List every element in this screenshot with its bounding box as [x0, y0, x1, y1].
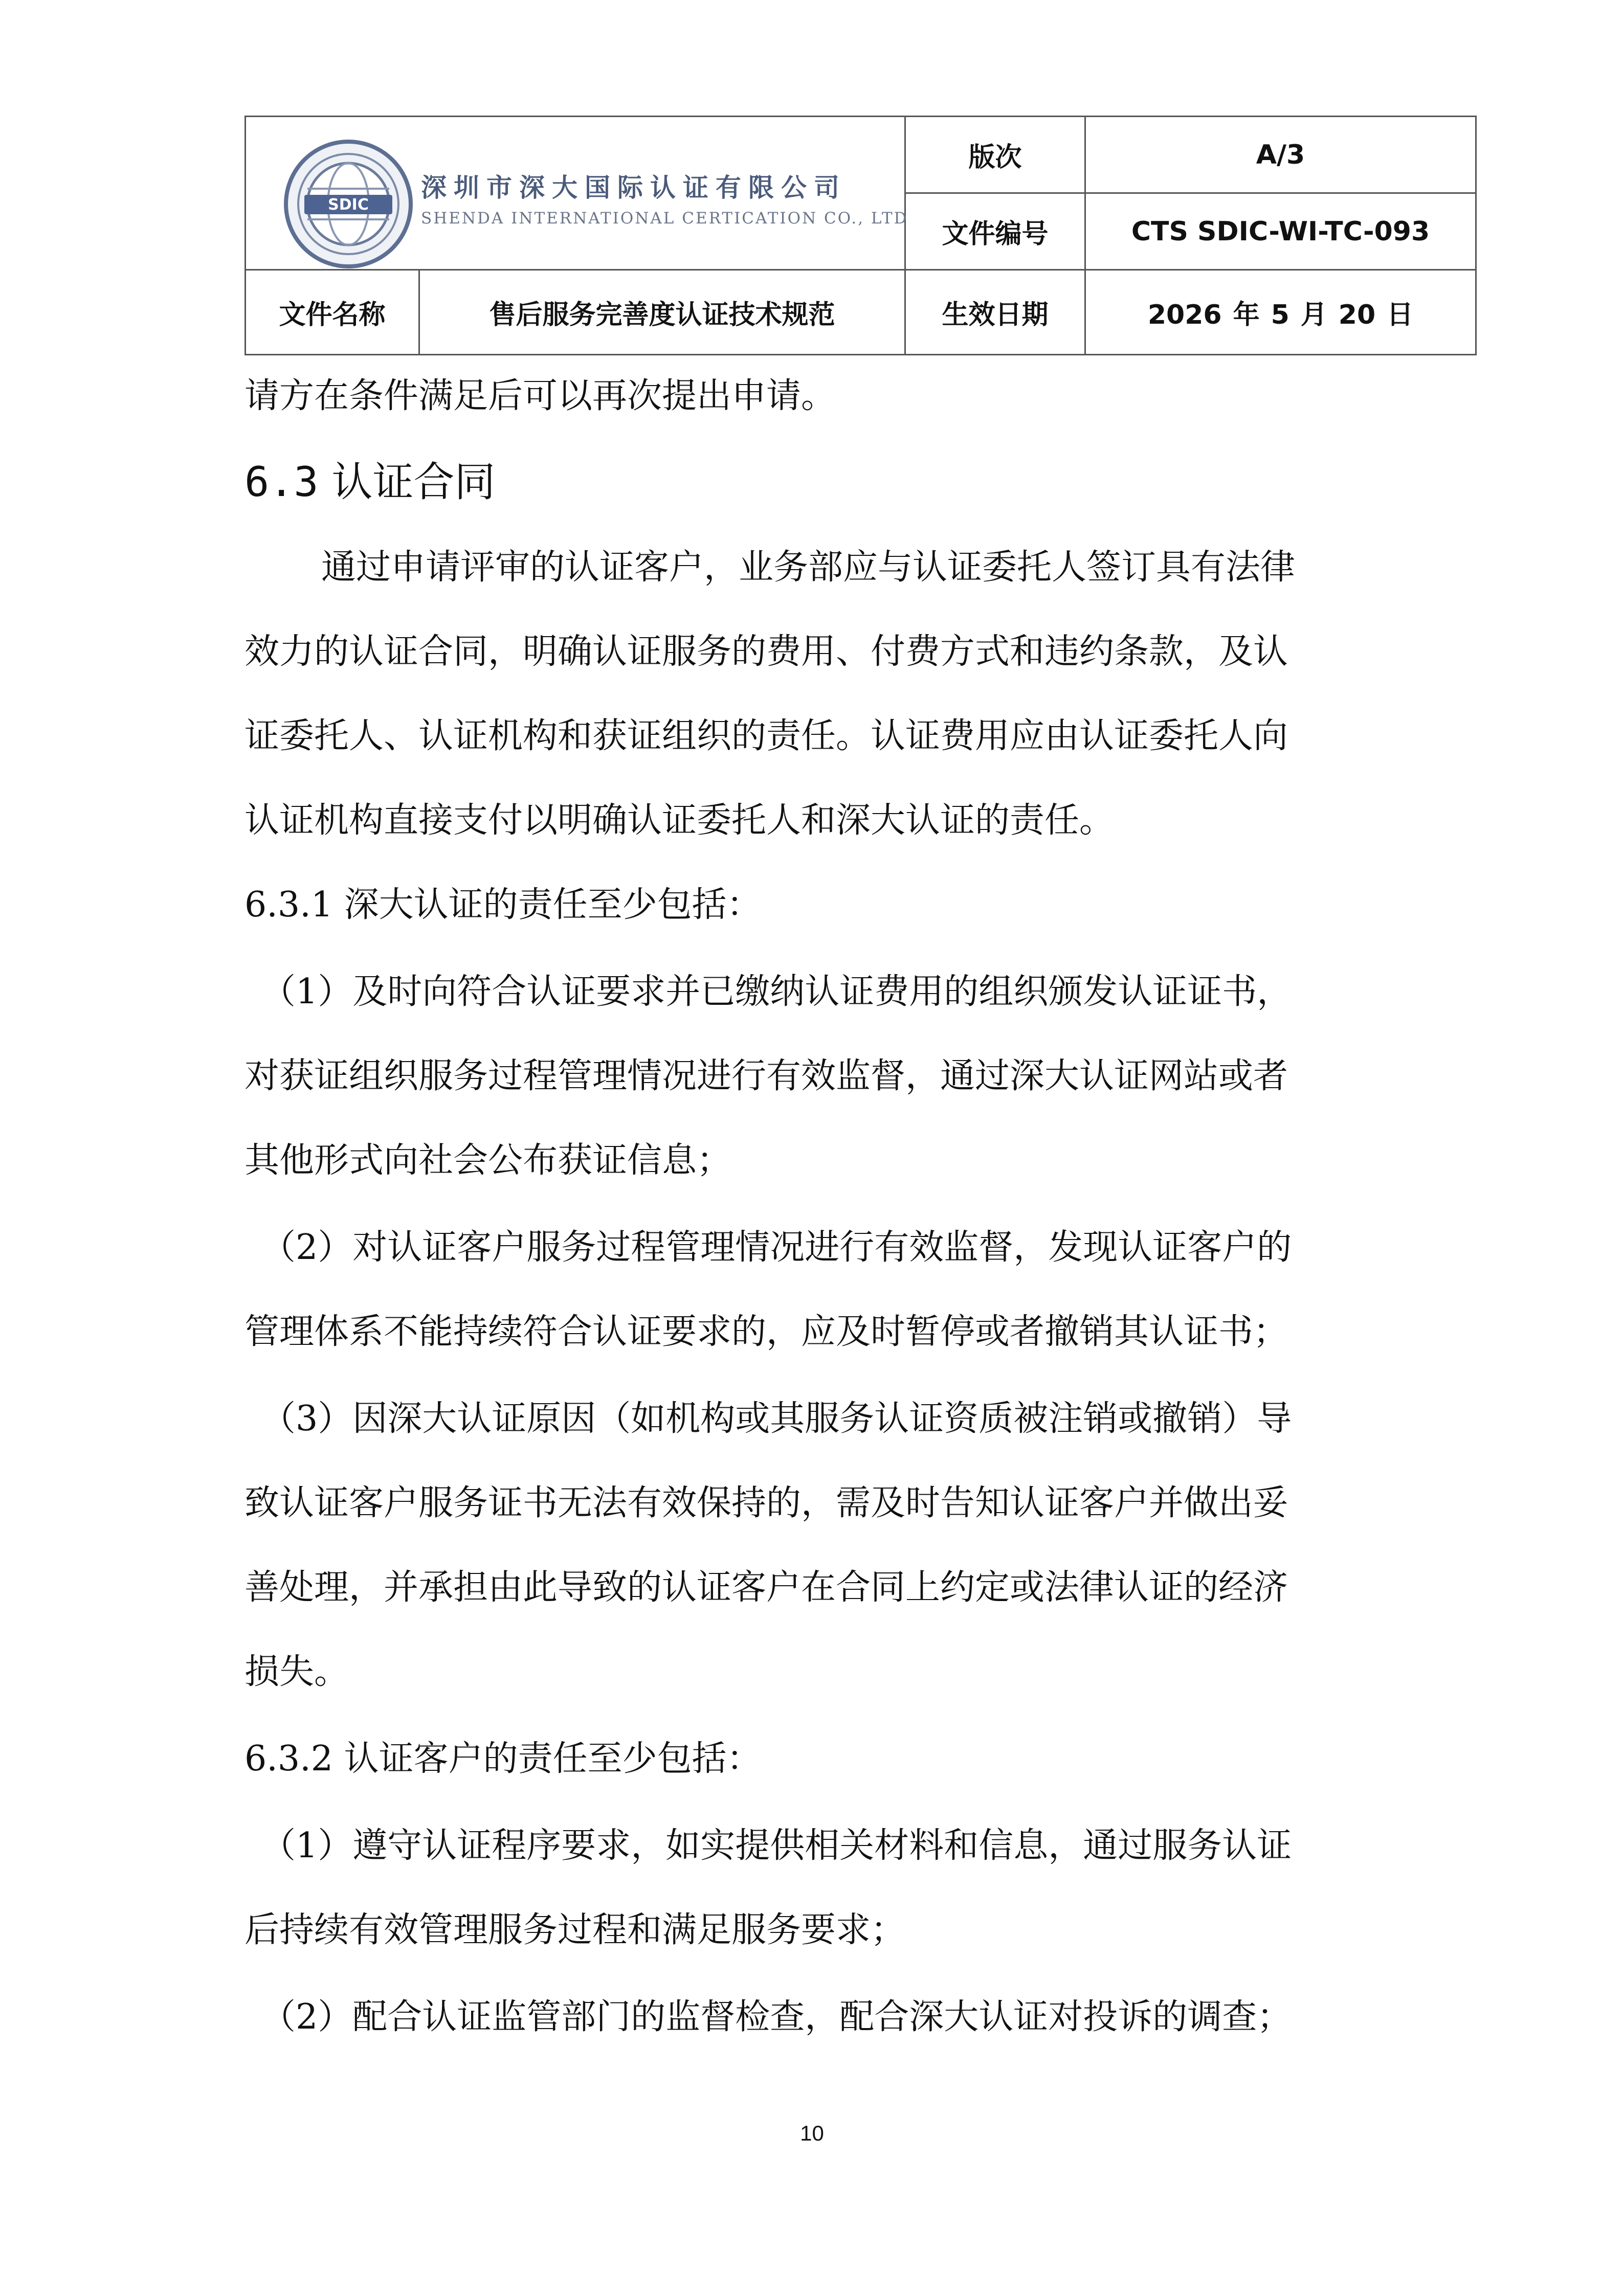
paragraph-line: 认证机构直接支付以明确认证委托人和深大认证的责任。 — [244, 800, 1115, 841]
company-name-cn: 深圳市深大国际认证有限公司 — [421, 172, 847, 202]
effective-day-unit: 日 — [1387, 300, 1414, 330]
paragraph-line: 通过申请评审的认证客户，业务部应与认证委托人签订具有法律 — [321, 547, 1296, 588]
subsection-heading: 6.3.1 深大认证的责任至少包括： — [244, 885, 762, 925]
list-item-line: 后持续有效管理服务过程和满足服务要求； — [244, 1910, 906, 1950]
sdic-seal-icon — [282, 138, 415, 271]
company-name-en: SHENDA INTERNATIONAL CERTICATION CO., LTD — [421, 209, 908, 228]
doc-name-label: 文件名称 — [246, 270, 419, 355]
list-item-line: （3）因深大认证原因（如机构或其服务认证资质被注销或撤销）导 — [261, 1399, 1292, 1439]
list-item-line: 善处理，并承担由此导致的认证客户在合同上约定或法律认证的经济 — [244, 1567, 1288, 1608]
page-number: 10 — [800, 2121, 824, 2145]
effective-year-unit: 年 — [1233, 300, 1260, 330]
list-item-line: 其他形式向社会公布获证信息； — [244, 1140, 732, 1181]
list-item-line: 致认证客户服务证书无法有效保持的，需及时告知认证客户并做出妥 — [244, 1483, 1288, 1523]
subsection-heading: 6.3.2 认证客户的责任至少包括： — [244, 1739, 762, 1779]
version-value: A/3 — [1085, 117, 1476, 193]
list-item-line: 对获证组织服务过程管理情况进行有效监督，通过深大认证网站或者 — [244, 1056, 1288, 1096]
paragraph-line: 证委托人、认证机构和获证组织的责任。认证费用应由认证委托人向 — [244, 716, 1288, 756]
list-item-line: （1）遵守认证程序要求，如实提供相关材料和信息，通过服务认证 — [261, 1826, 1292, 1866]
company-logo-cell — [246, 117, 908, 270]
version-label: 版次 — [905, 117, 1085, 193]
document-header-table — [244, 116, 1477, 355]
section-number: 6.3 — [244, 458, 319, 506]
section-heading — [244, 454, 496, 510]
section-title: 认证合同 — [331, 458, 496, 506]
doc-number-label: 文件编号 — [905, 193, 1085, 270]
company-logo — [282, 138, 908, 271]
effective-month: 5 — [1271, 300, 1289, 330]
list-item-line: 管理体系不能持续符合认证要求的，应及时暂停或者撤销其认证书； — [244, 1312, 1288, 1352]
paragraph-line: 效力的认证合同，明确认证服务的费用、付费方式和违约条款，及认 — [244, 632, 1288, 672]
list-item-line: （2）配合认证监管部门的监督检查，配合深大认证对投诉的调查； — [261, 1997, 1292, 2037]
effective-date-label: 生效日期 — [905, 270, 1085, 355]
effective-year: 2026 — [1147, 300, 1222, 330]
svg-text:SDIC: SDIC — [328, 196, 369, 214]
effective-month-unit: 月 — [1300, 300, 1327, 330]
doc-number-value: CTS SDIC-WI-TC-093 — [1085, 193, 1476, 270]
paragraph-line: 请方在条件满足后可以再次提出申请。 — [244, 376, 836, 416]
list-item-line: 损失。 — [244, 1652, 349, 1692]
effective-day: 20 — [1338, 300, 1376, 330]
doc-name-value: 售后服务完善度认证技术规范 — [419, 270, 905, 355]
list-item-line: （2）对认证客户服务过程管理情况进行有效监督，发现认证客户的 — [261, 1227, 1292, 1268]
list-item-line: （1）及时向符合认证要求并已缴纳认证费用的组织颁发认证证书， — [261, 972, 1292, 1012]
effective-date-value — [1085, 270, 1476, 355]
